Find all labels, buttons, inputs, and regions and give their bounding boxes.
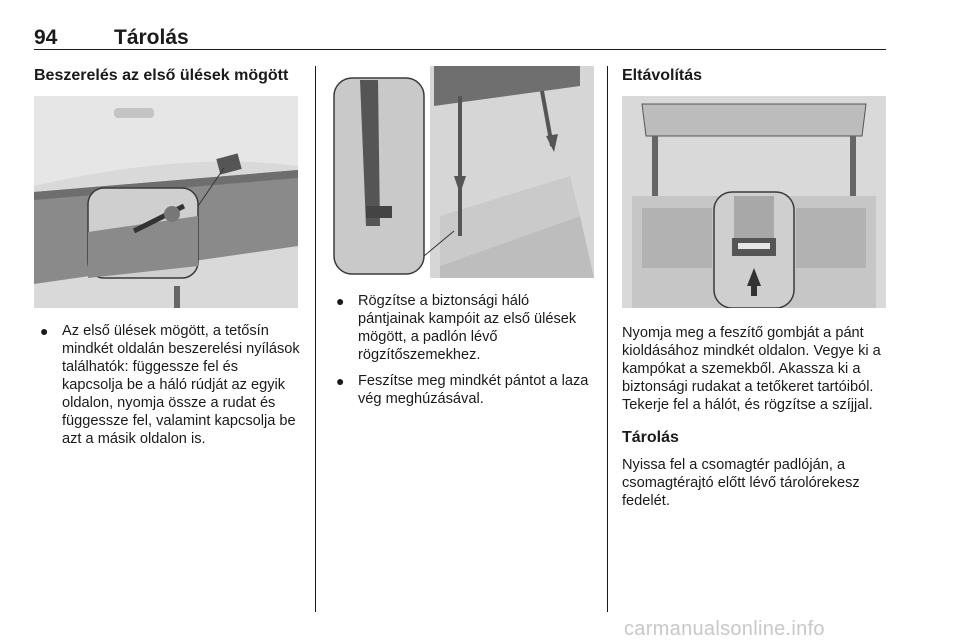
storage-paragraph: Nyissa fel a csomagtér padlóján, a csomagtérajtó előtt lévő tárolórekesz fedelét. [622,457,860,509]
list-item [330,292,594,364]
right-heading: Eltávolítás [622,67,703,84]
bullet-icon: ● [336,293,345,309]
bullet-icon: ● [336,373,345,389]
middle-bullet-list [330,292,594,408]
figure-strap-tensioner [622,96,886,308]
storage-subheading: Tárolás [622,429,679,446]
list-item-text: Rögzítse a biztonsági háló pántjainak kampóit az első ülések mögött, a padlón lévő rögzítőszemekhez. [358,293,577,363]
bullet-icon: ● [40,323,49,339]
list-item [34,322,302,448]
watermark: carmanualsonline.info [624,618,825,640]
right-column [622,66,888,510]
section-title: Tárolás [114,26,189,49]
left-bullet-list [34,322,302,448]
list-item-text: Feszítse meg mindkét pántot a laza vég meghúzásával. [358,373,589,407]
column-divider-2 [607,66,608,612]
list-item [330,372,594,408]
list-item-text: Az első ülések mögött, a tetősín mindkét oldalán beszerelési nyílások találhatók: függessze fel és kapcsolja be a háló rúdját az egyik oldalon, nyomja össze a rudat és függessze fel, valamint kapcsolja be azt a másik oldalon is. [62,323,300,447]
removal-paragraph: Nyomja meg a feszítő gombját a pánt kioldásához mindkét oldalon. Vegye ki a kampókat a szemekből. Akassza ki a biztonsági rudakat a tetőkeret tartóiból. Tekerje fel a hálót, és rögzítse a szíjjal. [622,325,881,413]
page-number: 94 [34,26,58,49]
figure-floor-hooks [330,66,594,278]
column-divider-1 [315,66,316,612]
page-header [34,26,886,50]
left-heading: Beszerelés az első ülések mögött [34,67,289,84]
figure-roof-rail-net-bar [34,96,298,308]
middle-column [330,66,594,416]
left-column [34,66,302,456]
